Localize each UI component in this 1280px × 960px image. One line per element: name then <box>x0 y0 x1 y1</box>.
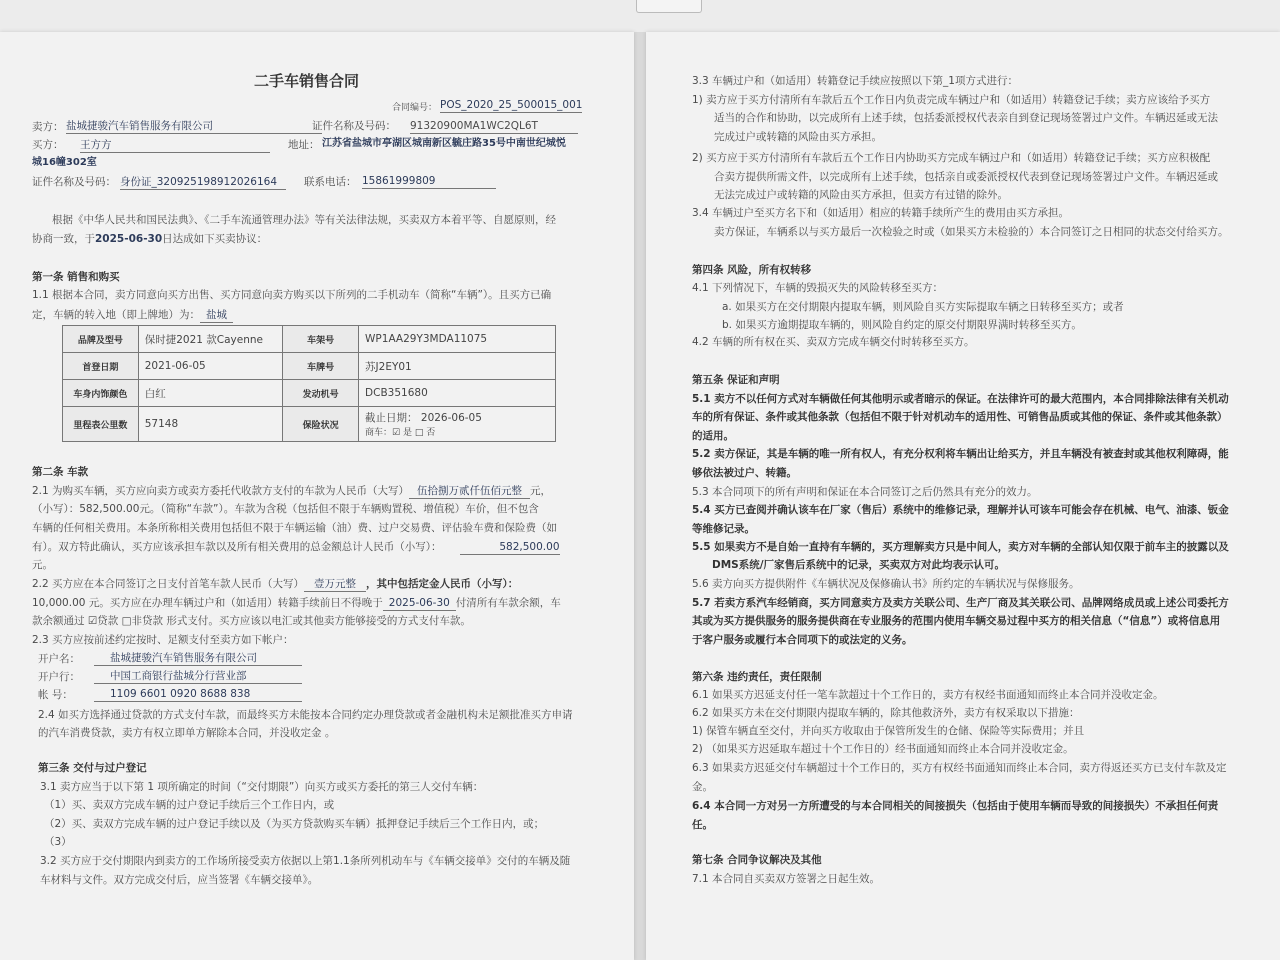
intro-date: 2025-06-30 <box>95 233 163 245</box>
s4-1: 4.1 下列情况下，车辆的毁损灭失的风险转移至买方： <box>692 282 944 294</box>
address-line-2: 城16幢302室 <box>32 157 97 168</box>
table-cell: 2021-06-05 <box>138 353 283 380</box>
section-5-title: 第五条 保证和声明 <box>692 374 780 386</box>
section-2-title: 第二条 车款 <box>32 466 89 478</box>
table-row <box>63 380 556 407</box>
table-cell: WP1AA29Y3MDA11075 <box>359 326 556 353</box>
buyer-id: 身份证_320925198912026164 <box>120 175 286 190</box>
registration-place: 盐城 <box>200 308 233 323</box>
price-in-words: 伍拾捌万贰仟伍佰元整 <box>409 484 530 499</box>
section-1-title: 第一条 销售和购买 <box>32 271 120 283</box>
s5-6: 5.6 卖方向买方提供附件《车辆状况及保修确认书》所约定的车辆状况与保修服务。 <box>692 578 1080 590</box>
account-name: 盐城捷骏汽车销售服务有限公司 <box>94 651 302 666</box>
s2-1-line-5: 元。 <box>32 559 53 571</box>
seller-label: 卖方： <box>32 121 64 133</box>
s4-1-a: a. 如果买方在交付期限内提取车辆，则风险自买方实际提取车辆之日转移至买方；或者 <box>722 301 1124 313</box>
insurance-expiry: 截止日期： 2026-06-05 <box>365 412 482 424</box>
s3-3-1-line-3: 完成过户或转籍的风险由买方承担。 <box>714 131 882 143</box>
s3-2-line-1: 3.2 买方应于交付期限内到卖方的工作场所接受卖方依据以上第1.1条所列机动车与《车辆交接单》交付的车辆及随 <box>40 855 571 867</box>
s3-4-line-1: 3.4 车辆过户至买方名下和（如适用）相应的转籍手续所产生的费用由买方承担。 <box>692 207 1070 219</box>
section-3-title: 第三条 交付与过户登记 <box>38 762 147 774</box>
s1-1-line-1: 1.1 根据本合同，卖方同意向买方出售、买方同意向卖方购买以下所列的二手机动车（简称“车辆”）。且买方已确 <box>32 289 552 301</box>
table-cell: 车牌号 <box>283 353 359 380</box>
address-line-1: 江苏省盐城市亭湖区城南新区毓庄路35号中南世纪城悦 <box>322 138 566 149</box>
intro-line-1: 根据《中华人民共和国民法典》、《二手车流通管理办法》等有关法律法规，买卖双方本着平等、自愿原则，经 <box>52 214 556 226</box>
table-cell: 车身内饰颜色 <box>63 380 139 407</box>
s2-4-line-2: 的汽车消费贷款，卖方有权立即单方解除本合同，并没收定金 。 <box>38 727 336 739</box>
table-row <box>63 326 556 353</box>
s2-1-line-1: 2.1 为购买车辆，买方应向卖方或卖方委托代收款方支付的车款为人民币（大写） 伍拾捌万贰仟伍佰元整 元， <box>32 485 552 497</box>
s5-4-line-1: 5.4 买方已查阅并确认该车在厂家（售后）系统中的维修记录，理解并认可该车可能会存在机械、电气、油漆、钣金 <box>692 504 1229 516</box>
table-cell <box>359 407 556 442</box>
s3-2-line-2: 车材料与文件。双方完成交付后，应当签署《车辆交接单》。 <box>40 874 319 886</box>
s3-3-1-line-1: 1) 卖方应于买方付清所有车款后五个工作日内负责完成车辆过户和（如适用）转籍登记手续；卖方应该给予买方 <box>692 94 1211 106</box>
section-6-title: 第六条 违约责任，责任限制 <box>692 671 822 683</box>
s2-1-line-2: （小写）：582,500.00元。（简称“车款”）。车款为含税（包括但不限于车辆购置税、增值税）车价，但不包含 <box>32 503 539 515</box>
table-cell: 车架号 <box>283 326 359 353</box>
commercial-insurance: 商车：☑ 是 □ 否 <box>365 428 436 438</box>
toolbar-button[interactable] <box>636 0 702 13</box>
contract-no-label: 合同编号： <box>392 103 438 113</box>
s5-7-line-2: 其或为买方提供服务的服务提供商在专业服务的范围内使用车辆交易过程中买方的相关信息（“信息”）或将信息用 <box>692 615 1221 627</box>
seller-id: 91320900MA1WC2QL6T <box>410 119 578 134</box>
s5-7-line-1: 5.7 若卖方系汽车经销商，买方同意卖方及卖方关联公司、生产厂商及其关联公司、品牌网络成员或上述公司委托方 <box>692 597 1229 609</box>
address-label: 地址： <box>288 139 320 151</box>
s2-2-line-2: 10,000.00 元。买方应在办理车辆过户和（如适用）转籍手续前日不得晚于 2025-06-30 付清所有车款余额，车 <box>32 597 561 609</box>
account-bank: 中国工商银行盐城分行营业部 <box>94 669 302 684</box>
seller-id-label: 证件名称及号码： <box>312 120 396 132</box>
s4-2: 4.2 车辆的所有权在买、卖双方完成车辆交付时转移至买方。 <box>692 336 975 348</box>
s2-1-line-3: 车辆的任何相关费用。本条所称相关费用包括但不限于车辆运输（油）费、过户交易费、评估验车费和保险费（如 <box>32 522 557 534</box>
section-7-title: 第七条 合同争议解决及其他 <box>692 854 822 866</box>
s6-3-line-1: 6.3 如果卖方迟延交付车辆超过十个工作日的，买方有权经书面通知而终止本合同，卖方得返还买方已支付车款及定 <box>692 762 1227 774</box>
s3-1: 3.1 卖方应当于以下第 1 项所确定的时间（“交付期限”）向买方或买方委托的第三人交付车辆： <box>40 781 484 793</box>
page-title: 二手车销售合同 <box>254 72 360 90</box>
s3-3-2-line-2: 合卖方提供所需文件，以完成所有上述手续，包括亲自或委派授权代表到登记现场签署过户文件。车辆迟延或 <box>714 171 1218 183</box>
buyer-name: 王方方 <box>80 138 270 153</box>
account-name-label: 开户名： <box>38 653 80 665</box>
first-payment: 壹万元整 <box>304 577 366 592</box>
s5-7-line-3: 于客户服务或履行本合同项下的或法定的义务。 <box>692 634 913 646</box>
buyer-label: 买方： <box>32 139 64 151</box>
buyer-id-label: 证件名称及号码： <box>32 176 116 188</box>
s2-1-line-4: 有）。双方特此确认，买方应该承担车款以及所有相关费用的总金额总计人民币（小写）： 582,500.00 <box>32 541 560 553</box>
contract-page-right <box>646 32 1280 960</box>
s6-3-line-2: 金。 <box>692 781 713 793</box>
account-bank-label: 开户行： <box>38 671 80 683</box>
table-row <box>63 353 556 380</box>
phone: 15861999809 <box>362 174 496 189</box>
viewer-toolbar <box>0 0 1280 32</box>
s5-5-line-1: 5.5 如果卖方不是自始一直持有车辆的，买方理解卖方只是中间人，卖方对车辆的全部认知仅限于前车主的披露以及 <box>692 541 1229 553</box>
s3-3: 3.3 车辆过户和（如适用）转籍登记手续应按照以下第_1项方式进行： <box>692 75 1018 87</box>
s5-2-line-1: 5.2 卖方保证，其是车辆的唯一所有权人，有充分权利将车辆出让给买方，并且车辆没有被查封或其他权利障碍，能 <box>692 448 1229 460</box>
s4-1-b: b. 如果买方逾期提取车辆的，则风险自约定的原交付期限界满时转移至买方。 <box>722 319 1082 331</box>
s3-1-option-3: （3） <box>44 836 72 848</box>
s5-5-line-2: DMS系统/厂家售后系统中的记录，买卖双方对此均表示认可。 <box>712 559 1006 571</box>
table-cell: DCB351680 <box>359 380 556 407</box>
vehicle-info-table <box>62 325 556 442</box>
table-cell: 品牌及型号 <box>63 326 139 353</box>
s3-1-option-1: （1）买、卖双方完成车辆的过户登记手续后三个工作日内，或 <box>44 799 335 811</box>
s6-2: 6.2 如果买方未在交付期限内提取车辆的，除其他救济外，卖方有权采取以下措施： <box>692 707 1080 719</box>
phone-label: 联系电话： <box>304 176 357 188</box>
s6-2-2: 2) （如果买方迟延取车超过十个工作日的）经书面通知而终止本合同并没收定金。 <box>692 743 1074 755</box>
s5-3: 5.3 本合同项下的所有声明和保证在本合同签订之后仍然具有充分的效力。 <box>692 486 1038 498</box>
s6-1: 6.1 如果买方迟延支付任一笔车款超过十个工作日的，卖方有权经书面通知而终止本合同并没收定金。 <box>692 689 1164 701</box>
s5-1-line-3: 的适用。 <box>692 430 734 442</box>
s2-4-line-1: 2.4 如买方选择通过贷款的方式支付车款，而最终买方未能按本合同约定办理贷款或者金融机构未足额批准买方申请 <box>38 709 573 721</box>
table-cell: 首登日期 <box>63 353 139 380</box>
s6-4-line-2: 任。 <box>692 819 713 831</box>
s2-2-line-3: 款余额通过 ☑贷款 □非贷款 形式支付。买方应该以电汇或其他卖方能够接受的方式支付车款。 <box>32 615 471 627</box>
s7-1: 7.1 本合同自买卖双方签署之日起生效。 <box>692 873 881 885</box>
s3-4-line-2: 卖方保证，车辆系以与买方最后一次检验之时或（如果买方未检验的）本合同签订之日相同的状态交付给买方。 <box>714 226 1229 238</box>
s5-1-line-2: 车的所有保证、条件或其他条款（包括但不限于针对机动车的适用性、可销售品质或其他的保证、条件或其他条款） <box>692 411 1228 423</box>
table-cell: 57148 <box>138 407 283 442</box>
s1-1-line-2: 定，车辆的转入地（即上牌地）为： 盐城 <box>32 308 233 323</box>
table-cell: 苏J2EY01 <box>359 353 556 380</box>
s6-4-line-1: 6.4 本合同一方对另一方所遭受的与本合同相关的间接损失（包括由于使用车辆而导致的间接损失）不承担任何责 <box>692 800 1219 812</box>
s2-2-line-1: 2.2 买方应在本合同签订之日支付首笔车款人民币（大写） 壹万元整 ，其中包括定金人民币（小写）： <box>32 578 519 590</box>
section-4-title: 第四条 风险，所有权转移 <box>692 264 812 276</box>
s5-1-line-1: 5.1 卖方不以任何方式对车辆做任何其他明示或者暗示的保证。在法律许可的最大范围内，本合同排除法律有关机动 <box>692 393 1229 405</box>
total-amount: 582,500.00 <box>460 540 560 555</box>
table-cell: 发动机号 <box>283 380 359 407</box>
intro-line-2: 协商一致，于2025-06-30日达成如下买卖协议： <box>32 233 268 245</box>
s2-3: 2.3 买方应按前述约定按时、足额支付至卖方如下帐户： <box>32 634 294 646</box>
table-cell: 保险状况 <box>283 407 359 442</box>
payment-deadline: 2025-06-30 <box>383 596 456 611</box>
s3-3-2-line-3: 无法完成过户或转籍的风险由买方承担，但卖方有过错的除外。 <box>714 189 1008 201</box>
s5-4-line-2: 等维修记录。 <box>692 523 755 535</box>
account-no: 1109 6601 0920 8688 838 <box>94 687 302 702</box>
contract-no: POS_2020_25_500015_001 <box>440 99 583 111</box>
seller-name: 盐城捷骏汽车销售服务有限公司 <box>66 119 322 134</box>
table-cell: 保时捷2021 款Cayenne <box>138 326 283 353</box>
s3-1-option-2: （2）买、卖双方完成车辆的过户登记手续以及（为买方贷款购买车辆）抵押登记手续后三个工作日内，或； <box>44 818 545 830</box>
table-row <box>63 407 556 442</box>
s3-3-1-line-2: 适当的合作和协助，以完成所有上述手续，包括委派授权代表亲自到登记现场签署过户文件。车辆迟延或无法 <box>714 112 1218 124</box>
account-no-label: 帐 号： <box>38 689 73 701</box>
s6-2-1: 1) 保管车辆直至交付，并向买方收取由于保管所发生的仓储、保险等实际费用；并且 <box>692 725 1085 737</box>
contract-page-left <box>0 32 634 960</box>
s3-3-2-line-1: 2) 买方应于买方付清所有车款后五个工作日内协助买方完成车辆过户和（如适用）转籍登记手续；买方应积极配 <box>692 152 1211 164</box>
table-cell: 白红 <box>138 380 283 407</box>
table-cell: 里程表公里数 <box>63 407 139 442</box>
s5-2-line-2: 够依法被过户、转籍。 <box>692 467 797 479</box>
